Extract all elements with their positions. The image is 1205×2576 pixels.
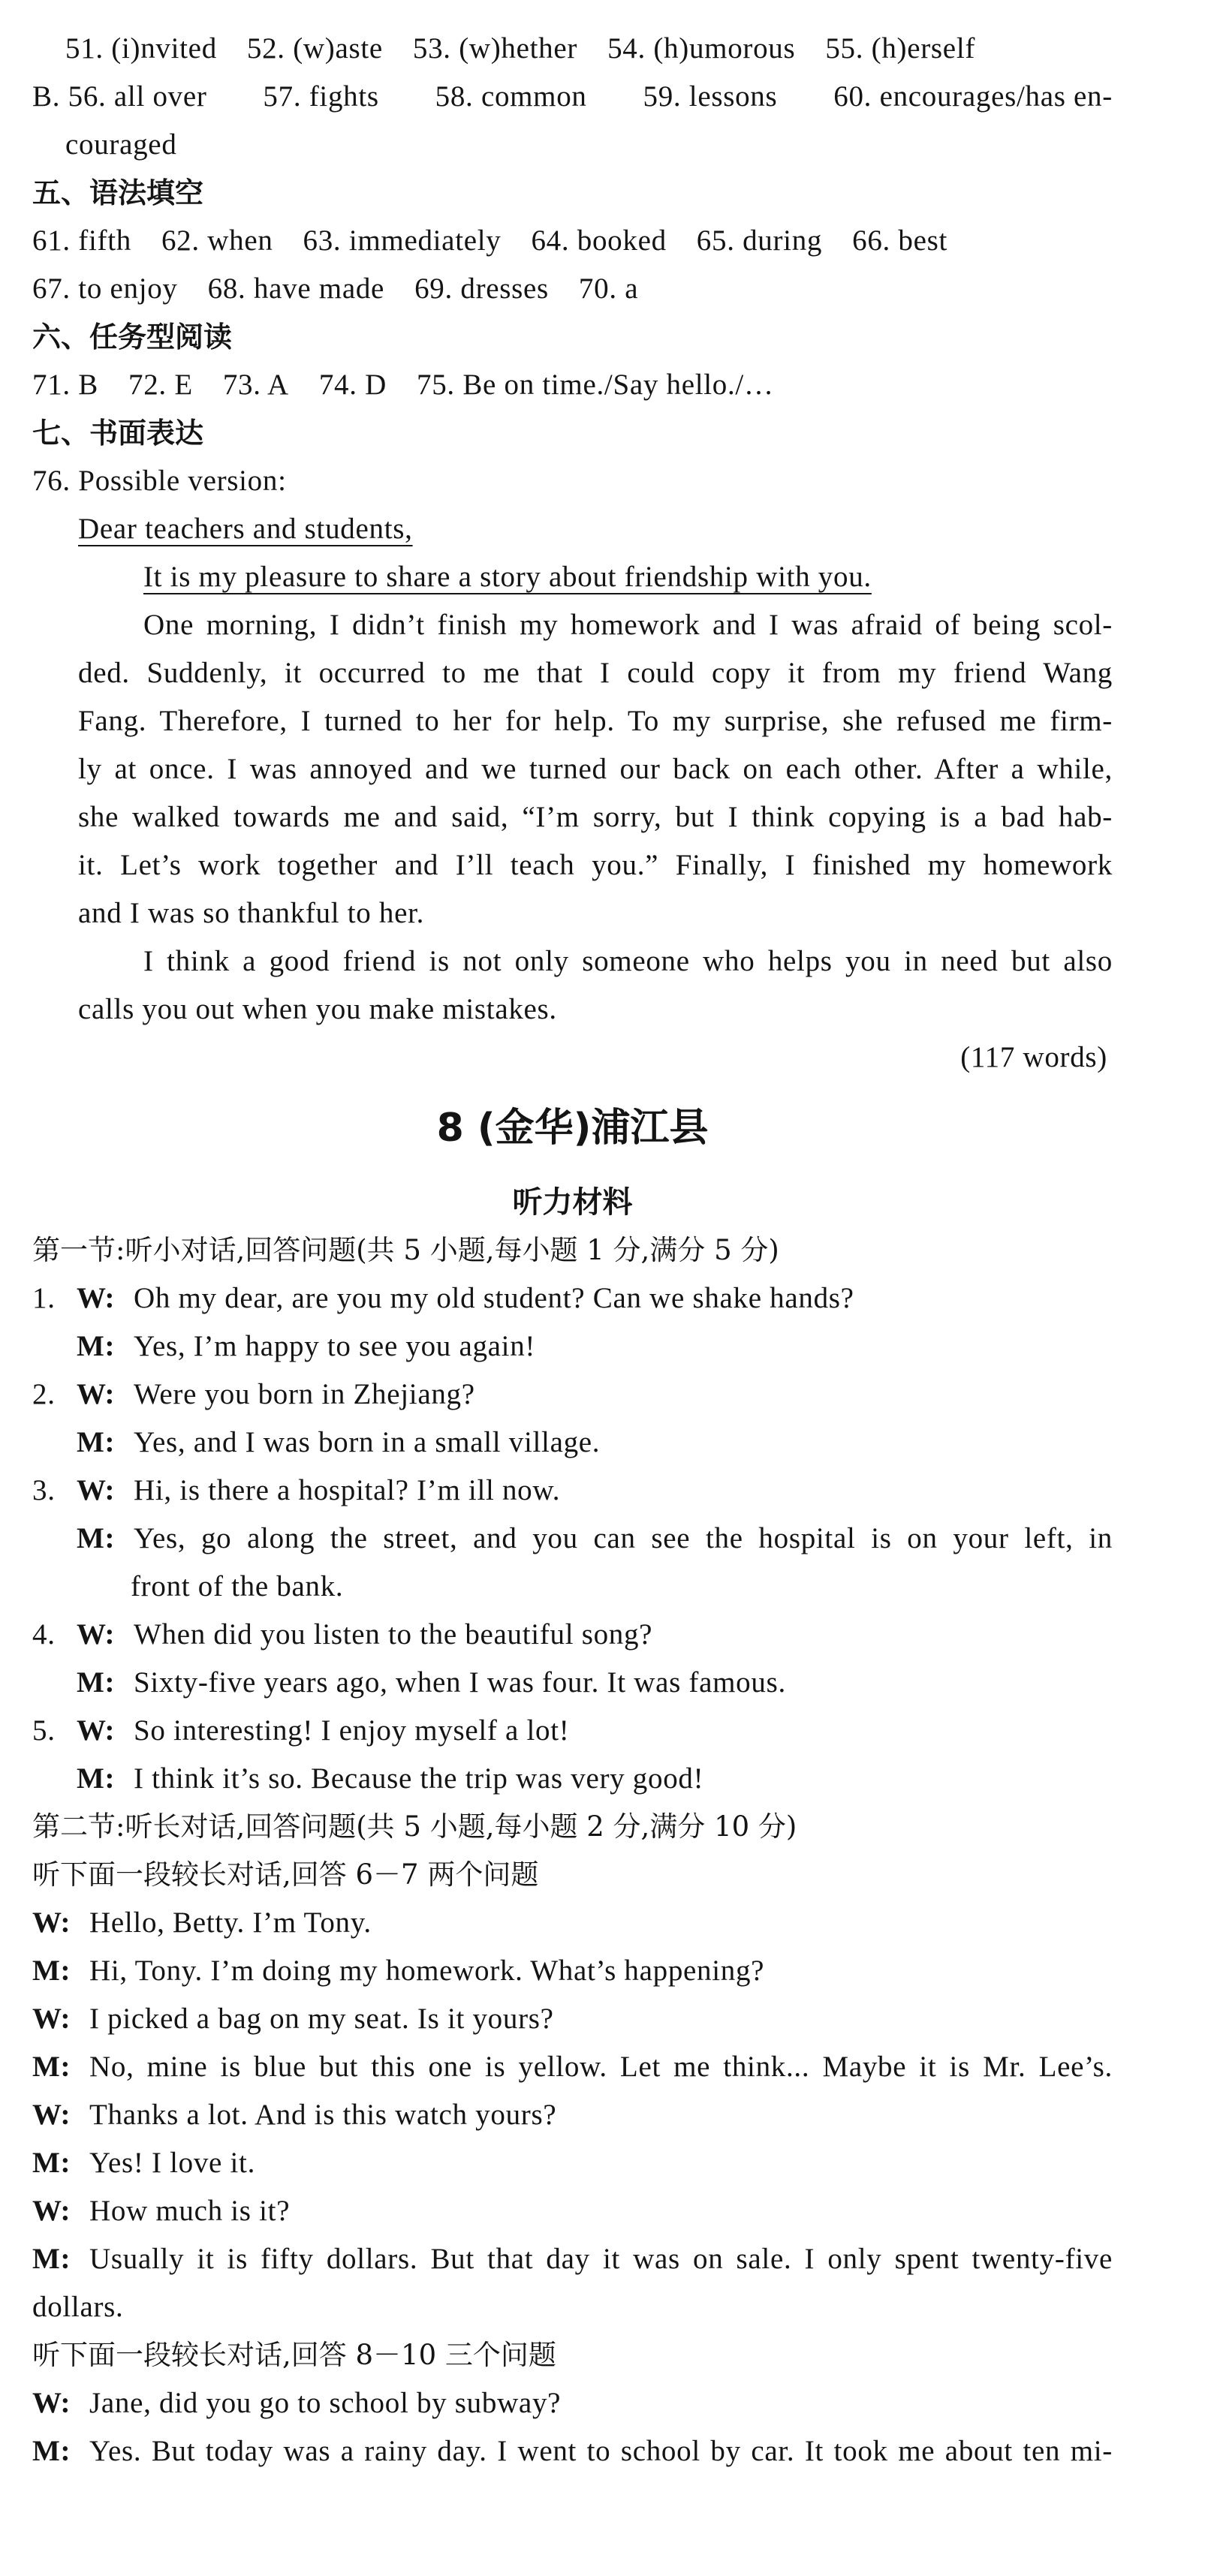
speaker-label: W: bbox=[32, 2099, 71, 2131]
speaker-label: M: bbox=[77, 1522, 116, 1554]
dialog-line bbox=[32, 2043, 1113, 2091]
dialog-number: 2. bbox=[32, 1378, 56, 1410]
conversation-intro: 听下面一段较长对话,回答 6－7 两个问题 bbox=[32, 1858, 539, 1891]
answer-item: 70. a bbox=[578, 272, 639, 305]
opening-text: It is my pleasure to share a story about friendship with you. bbox=[143, 561, 872, 593]
dialog-continuation: front of the bank. bbox=[131, 1570, 344, 1602]
answer-item: 72. E bbox=[128, 369, 193, 401]
answer-item: 71. B bbox=[32, 369, 99, 401]
dialog-number: 4. bbox=[32, 1618, 56, 1651]
dialog-line bbox=[32, 2139, 1113, 2187]
writing-label: 76. Possible version: bbox=[32, 465, 287, 497]
dialog-text: No, mine is blue but this one is yellow. Let me think... Maybe it is Mr. Lee’s. bbox=[89, 2051, 1113, 2083]
dialog-text: Yes! I love it. bbox=[89, 2147, 256, 2179]
dialog-text: Oh my dear, are you my old student? Can we shake hands? bbox=[134, 1282, 854, 1314]
dialog-line bbox=[32, 1323, 1113, 1371]
speaker-label: W: bbox=[32, 2195, 71, 2227]
dialog-text: Yes, I’m happy to see you again! bbox=[134, 1330, 536, 1362]
listening-section1-title: 第一节:听小对话,回答问题(共 5 小题,每小题 1 分,满分 5 分) bbox=[32, 1234, 779, 1266]
answer-row-51-55 bbox=[32, 25, 1113, 73]
speaker-label: M: bbox=[32, 2147, 71, 2179]
answer-item: 63. immediately bbox=[303, 224, 502, 257]
essay-line: I think a good friend is not only someone who helps you in need but also bbox=[143, 945, 1113, 977]
speaker-label: W: bbox=[77, 1378, 116, 1410]
dialog-number: 1. bbox=[32, 1282, 56, 1314]
dialog-text: Thanks a lot. And is this watch yours? bbox=[89, 2099, 557, 2131]
dialog-line bbox=[32, 1899, 1113, 1947]
speaker-label: W: bbox=[32, 1906, 71, 1939]
dialog-text: Hello, Betty. I’m Tony. bbox=[89, 1906, 372, 1939]
dialog-text: Yes. But today was a rainy day. I went to school by car. It took me about ten mi- bbox=[89, 2435, 1113, 2467]
dialog-text: I picked a bag on my seat. Is it yours? bbox=[89, 2003, 554, 2035]
essay-line: calls you out when you make mistakes. bbox=[78, 993, 557, 1025]
speaker-label: M: bbox=[77, 1330, 116, 1362]
answer-item: 51. (i)nvited bbox=[65, 32, 217, 65]
essay-line: Fang. Therefore, I turned to her for help. To my surprise, she refused me firm- bbox=[78, 705, 1113, 737]
speaker-label: M: bbox=[32, 2435, 71, 2467]
essay-line: ded. Suddenly, it occurred to me that I could copy it from my friend Wang bbox=[78, 657, 1113, 689]
speaker-label: W: bbox=[77, 1618, 116, 1651]
dialog-line bbox=[32, 2187, 1113, 2235]
answer-item: 69. dresses bbox=[414, 272, 549, 305]
unit-title: 8 (金华)浦江县 bbox=[436, 1106, 709, 1151]
dialog-line bbox=[32, 1659, 1113, 1707]
speaker-label: M: bbox=[77, 1426, 116, 1458]
answer-item: 60. encourages/has en- bbox=[833, 80, 1113, 113]
answer-item: 66. best bbox=[852, 224, 948, 257]
dialog-text: Hi, is there a hospital? I’m ill now. bbox=[134, 1474, 561, 1506]
essay-line: One morning, I didn’t finish my homework and I was afraid of being scol- bbox=[143, 609, 1113, 641]
essay-line: ly at once. I was annoyed and we turned our back on each other. After a while, bbox=[78, 753, 1113, 785]
dialog-line bbox=[32, 1515, 1113, 1563]
answer-row-67-70 bbox=[32, 265, 1113, 313]
speaker-label: M: bbox=[32, 2051, 71, 2083]
dialog-line bbox=[32, 2091, 1113, 2139]
salutation-text: Dear teachers and students, bbox=[78, 513, 413, 545]
speaker-label: M: bbox=[32, 2243, 71, 2275]
dialog-text: How much is it? bbox=[89, 2195, 291, 2227]
answer-row-continuation: couraged bbox=[65, 128, 177, 161]
speaker-label: W: bbox=[32, 2003, 71, 2035]
dialog-line bbox=[32, 2379, 1113, 2427]
section-title-task-reading: 六、任务型阅读 bbox=[32, 320, 233, 354]
dialog-line bbox=[32, 1755, 1113, 1803]
dialog-line bbox=[32, 1371, 1113, 1419]
answer-item: 75. Be on time./Say hello./… bbox=[417, 369, 774, 401]
speaker-label: M: bbox=[32, 1955, 71, 1987]
dialog-text: When did you listen to the beautiful song? bbox=[134, 1618, 653, 1651]
listening-material-title: 听力材料 bbox=[512, 1185, 633, 1220]
essay-line: it. Let’s work together and I’ll teach you.” Finally, I finished my homework bbox=[78, 849, 1113, 881]
section-title-grammar: 五、语法填空 bbox=[32, 176, 204, 209]
answer-item: 73. A bbox=[222, 369, 289, 401]
word-count: (117 words) bbox=[960, 1041, 1107, 1073]
speaker-label: M: bbox=[77, 1762, 116, 1795]
essay-line: and I was so thankful to her. bbox=[78, 897, 425, 929]
dialog-line bbox=[32, 2235, 1113, 2283]
speaker-label: W: bbox=[32, 2387, 71, 2419]
answer-item: 58. common bbox=[435, 80, 587, 113]
speaker-label: M: bbox=[77, 1666, 116, 1699]
dialog-text: Yes, go along the street, and you can see the hospital is on your left, in bbox=[134, 1522, 1113, 1554]
dialog-text: Hi, Tony. I’m doing my homework. What’s happening? bbox=[89, 1955, 765, 1987]
dialog-line bbox=[32, 1995, 1113, 2043]
dialog-line bbox=[32, 1274, 1113, 1323]
essay-salutation bbox=[32, 505, 1113, 553]
answer-item: 61. fifth bbox=[32, 224, 131, 257]
answer-item: 65. during bbox=[696, 224, 823, 257]
speaker-label: W: bbox=[77, 1474, 116, 1506]
answer-item: 67. to enjoy bbox=[32, 272, 178, 305]
answer-item: 74. D bbox=[318, 369, 387, 401]
answer-item: 53. (w)hether bbox=[412, 32, 578, 65]
answer-item: 59. lessons bbox=[643, 80, 778, 113]
dialog-continuation: dollars. bbox=[32, 2291, 124, 2323]
answer-item: 54. (h)umorous bbox=[607, 32, 796, 65]
section-title-writing: 七、书面表达 bbox=[32, 417, 204, 450]
answer-row-61-66 bbox=[32, 217, 1113, 265]
answer-item: 68. have made bbox=[207, 272, 385, 305]
dialog-line bbox=[32, 1467, 1113, 1515]
dialog-number: 3. bbox=[32, 1474, 56, 1506]
answer-item: 52. (w)aste bbox=[246, 32, 383, 65]
answer-item: 64. booked bbox=[531, 224, 667, 257]
essay-opening bbox=[32, 553, 1113, 601]
answer-row-71-75 bbox=[32, 361, 1113, 409]
dialog-line bbox=[32, 1947, 1113, 1995]
dialog-text: Usually it is fifty dollars. But that day it was on sale. I only spent twenty-five bbox=[89, 2243, 1113, 2275]
dialog-text: So interesting! I enjoy myself a lot! bbox=[134, 1714, 570, 1747]
answer-item: 57. fights bbox=[263, 80, 379, 113]
answer-row-56-60 bbox=[32, 73, 1113, 121]
speaker-label: W: bbox=[77, 1714, 116, 1747]
dialog-line bbox=[32, 1707, 1113, 1755]
answer-item: 55. (h)erself bbox=[825, 32, 976, 65]
speaker-label: W: bbox=[77, 1282, 116, 1314]
dialog-text: Were you born in Zhejiang? bbox=[134, 1378, 475, 1410]
dialog-text: I think it’s so. Because the trip was very good! bbox=[134, 1762, 704, 1795]
answer-item: 62. when bbox=[161, 224, 273, 257]
dialog-line bbox=[32, 2427, 1113, 2475]
dialog-text: Jane, did you go to school by subway? bbox=[89, 2387, 562, 2419]
dialog-text: Yes, and I was born in a small village. bbox=[134, 1426, 601, 1458]
listening-section2-title: 第二节:听长对话,回答问题(共 5 小题,每小题 2 分,满分 10 分) bbox=[32, 1810, 797, 1843]
conversation-intro: 听下面一段较长对话,回答 8－10 三个问题 bbox=[32, 2339, 556, 2371]
dialog-line bbox=[32, 1611, 1113, 1659]
answer-item: B. 56. all over bbox=[32, 80, 207, 113]
dialog-text: Sixty-five years ago, when I was four. It was famous. bbox=[134, 1666, 786, 1699]
dialog-number: 5. bbox=[32, 1714, 56, 1747]
dialog-line bbox=[32, 1419, 1113, 1467]
essay-line: she walked towards me and said, “I’m sorry, but I think copying is a bad hab- bbox=[78, 801, 1113, 833]
